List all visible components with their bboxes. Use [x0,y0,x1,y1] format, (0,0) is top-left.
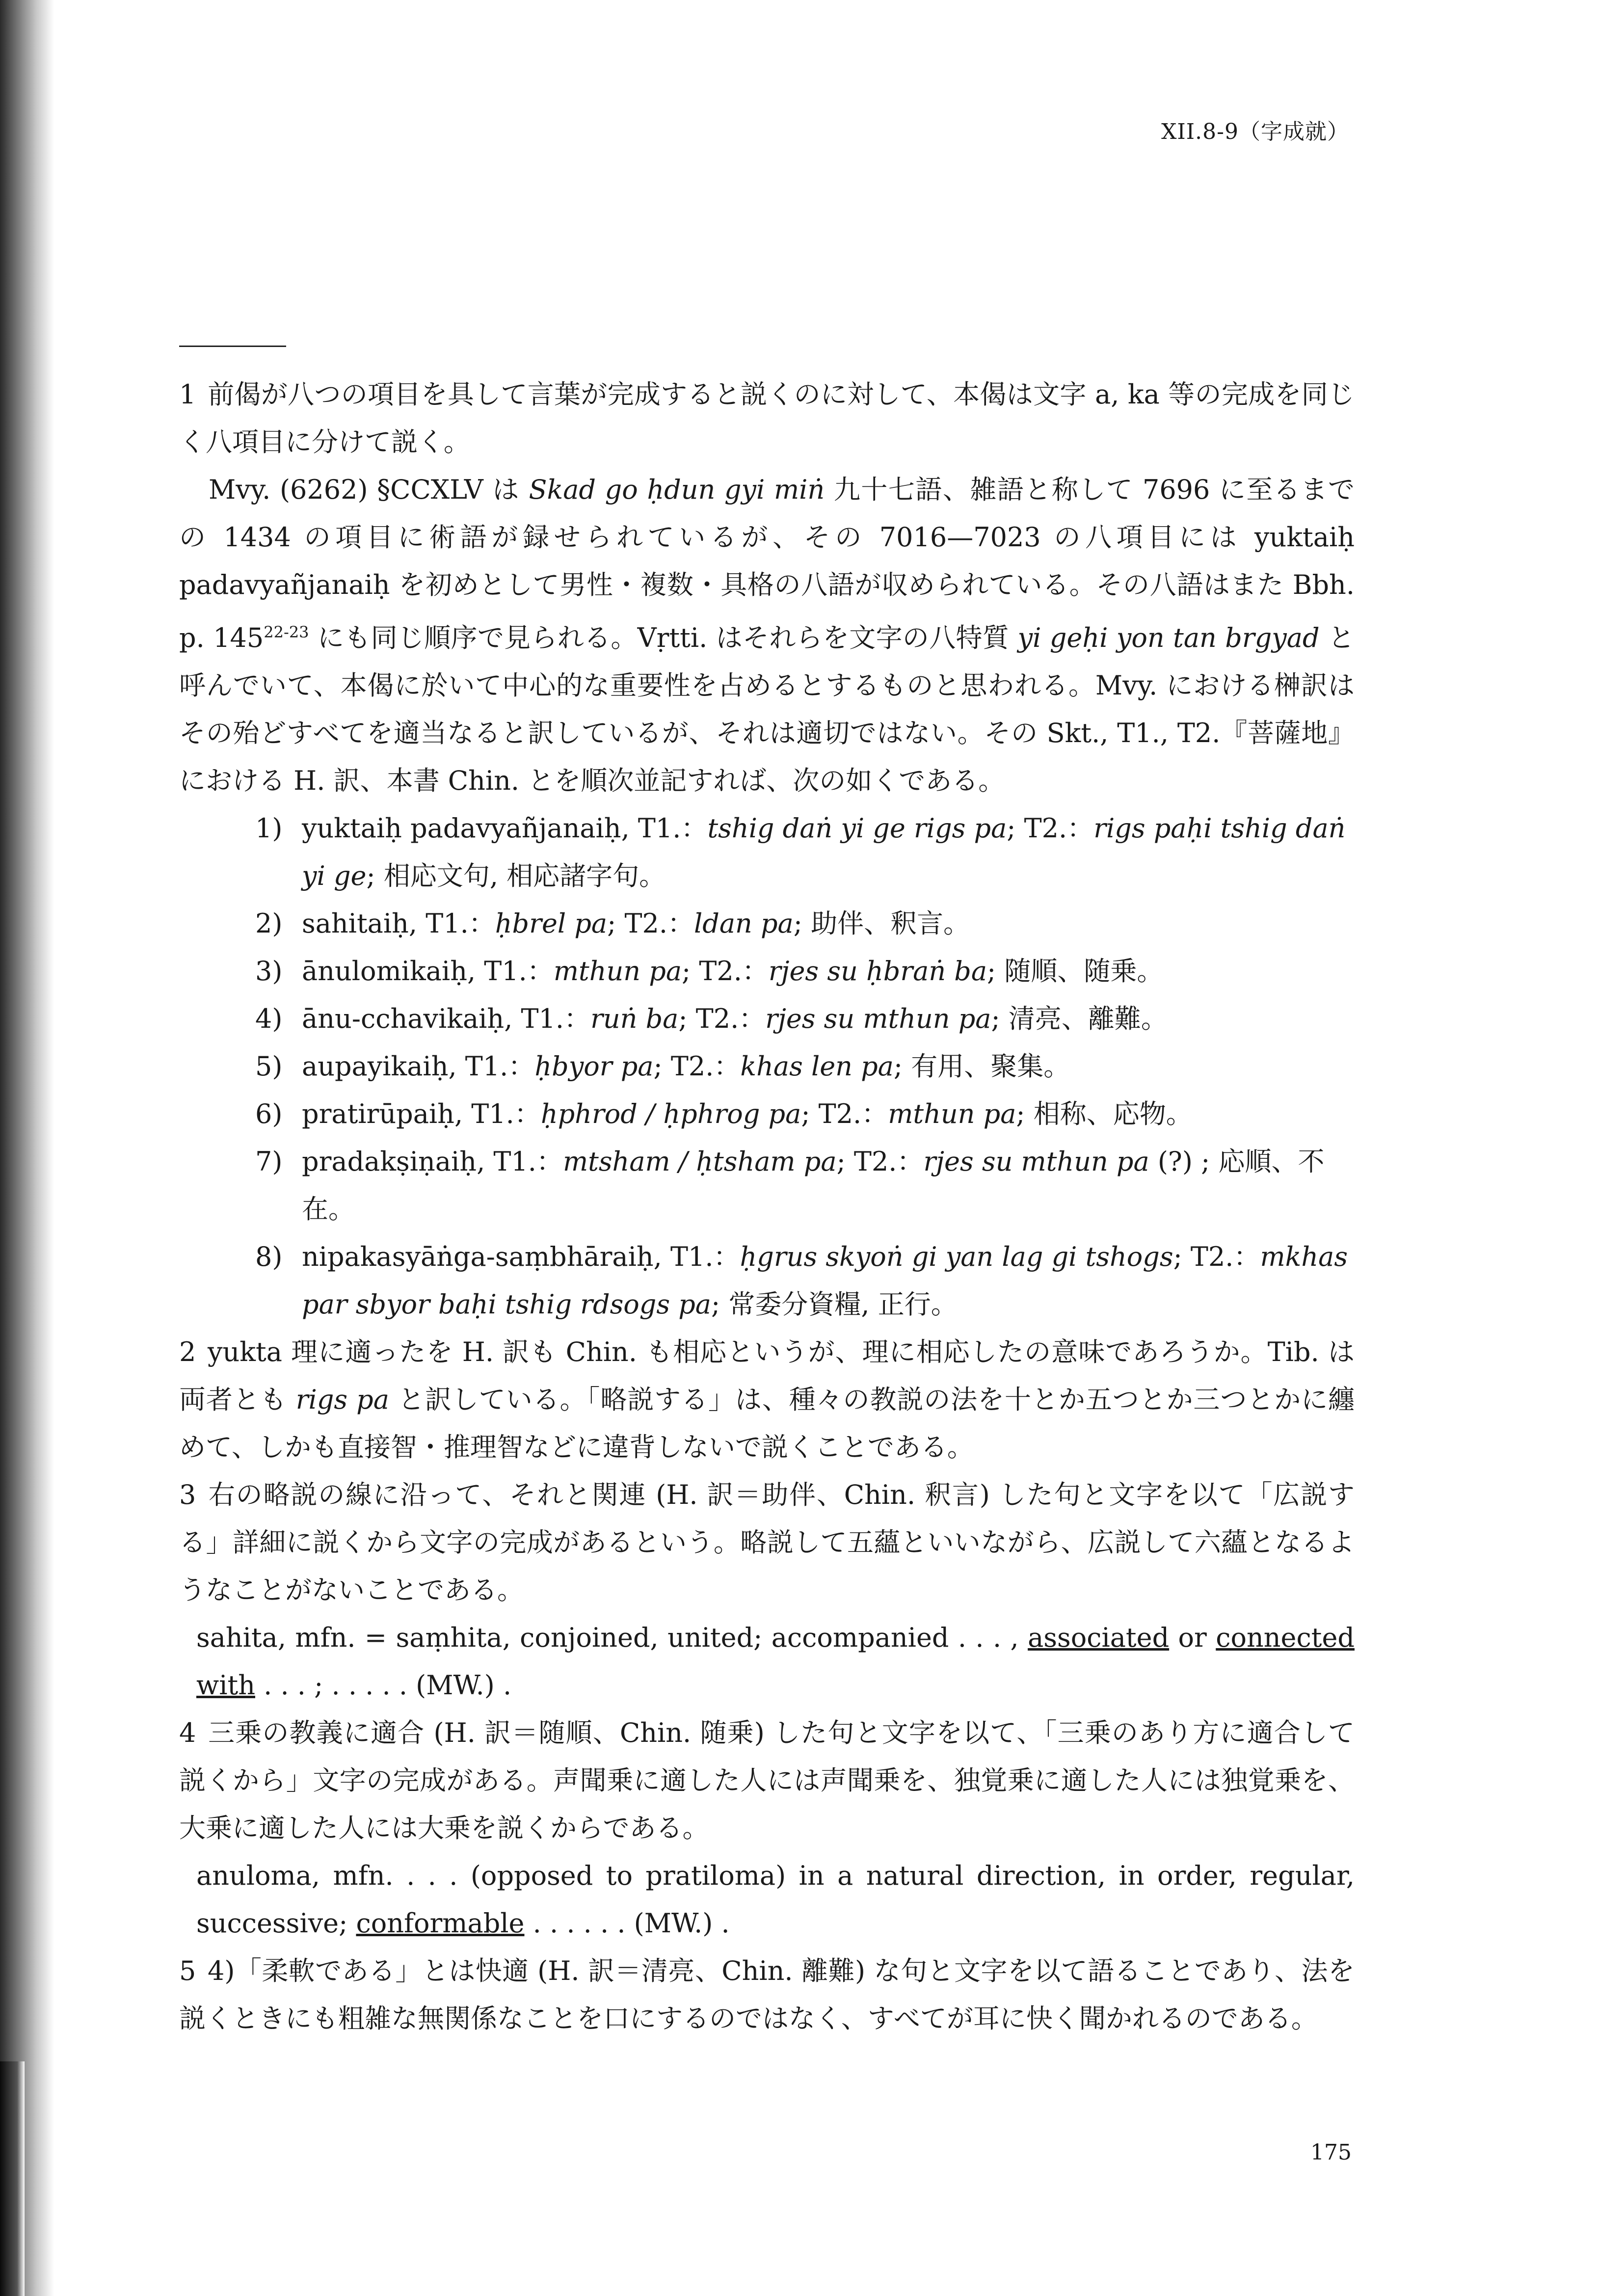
note-number: 5 [179,1955,196,1986]
list-item: 6) pratirūpaiḥ, T1.：ḥphrod / ḥphrog pa; T2.：mthun pa; 相称、応物。 [255,1098,1193,1129]
list-item: 8) nipakasyāṅga-saṃbhāraiḥ, T1.：ḥgrus skyoṅ gi yan lag gi tshogs; T2.：mkhas par sbyor baḥi tshig rdsogs pa; 常委分資糧, 正行。 [255,1241,1348,1320]
page-number: 175 [1310,2140,1352,2165]
list-item: 2) sahitaiḥ, T1.：ḥbrel pa; T2.：ldan pa; 助伴、釈言。 [255,908,970,939]
scan-shadow-edge-bottom [0,2061,25,2296]
list-item: 3) ānulomikaiḥ, T1.：mthun pa; T2.：rjes su ḥbraṅ ba; 随順、随乗。 [255,956,1164,987]
running-head: XII.8-9（字成就） [1161,119,1349,144]
list-item: 5) aupayikaiḥ, T1.：ḥbyor pa; T2.：khas len pa; 有用、聚集。 [255,1051,1070,1082]
note-4-citation: anuloma, mfn. . . . (opposed to pratiloma) in a natural direction, in order, regular, successive; conformable . . . . . . (MW.) . [196,1860,1355,1939]
footnote-rule [179,346,286,347]
note-text: 三乗の教義に適合 (H. 訳＝随順、Chin. 随乗) した句と文字を以て、「三乗のあり方に適合して説くから」文字の完成がある。声聞乗に適した人には声聞乗を、独覚乗に適した人には独覚乗を、大乗に適した人には大乗を説くからである。 [179,1717,1355,1843]
notes-body [179,371,1355,2042]
note-5 [179,1947,1355,2042]
note-2: 2 yukta 理に適ったを H. 訳も Chin. も相応というが、理に相応したの意味であろうか。Tib. は両者とも rigs pa と訳している。「略説する」は、種々の教説の法を十とか五つとか三つとかに纏めて、しかも直接智・推理智などに違背しないで説くことである。 [179,1328,1355,1471]
note-text: 4)「柔軟である」とは快適 (H. 訳＝清亮、Chin. 離難) な句と文字を以て語ることであり、法を説くときにも粗雑な無関係なことを口にするのではなく、すべてが耳に快く聞かれるのである。 [179,1955,1355,2034]
note-number: 4 [179,1717,196,1748]
note-text: 右の略説の線に沿って、それと関連 (H. 訳＝助伴、Chin. 釈言) した句と文字を以て「広説する」詳細に説くから文字の完成があるという。略説して五蘊といいながら、広説して六蘊となるようなことがないことである。 [179,1479,1355,1605]
note-text: 前偈が八つの項目を具して言葉が完成すると説くのに対して、本偈は文字 a, ka 等の完成を同じく八項目に分けて説く。 [179,379,1355,457]
note-1-mvy-paragraph: Mvy. (6262) §CCXLV は Skad go ḥdun gyi miṅ 九十七語、雑語と称して 7696 に至るまでの 1434 の項目に術語が録せられているが、その 7016—7023 の八項目には yuktaiḥ padavyañjanaiḥ を初めとして男性・複数・具格の八語が収められている。その八語はまた Bbh. p. 145$^{22-23}$ にも同じ順序で見られる。Vṛtti. はそれらを文字の八特質 yi geḥi yon tan brgyad と呼んでいて、本偈に於いて中心的な重要性を占めるとするものと思われる。Mvy. における榊訳はその殆どすべてを適当なると訳しているが、それは適切ではない。その Skt., T1., T2.『菩薩地』における H. 訳、本書 Chin. とを順次並記すれば、次の如くである。 [179,474,1355,796]
note-number: 1 [179,379,196,410]
list-item: 4) ānu-cchavikaiḥ, T1.：ruṅ ba; T2.：rjes su mthun pa; 清亮、離難。 [255,1003,1168,1034]
list-item: 1) yuktaiḥ padavyañjanaiḥ, T1.：tshig daṅ yi ge rigs pa; T2.：rigs paḥi tshig daṅ yi ge; 相応文句, 相応諸字句。 [255,813,1346,891]
note-4 [179,1709,1355,1852]
scan-shadow-edge [0,0,54,2296]
note-number: 3 [179,1479,196,1510]
note-3-citation: sahita, mfn. = saṃhita, conjoined, united; accompanied . . . , associated or connected with . . . ; . . . . . (MW.) . [196,1622,1355,1701]
note-3 [179,1471,1355,1614]
note-1 [179,371,1355,466]
list-item: 7) pradakṣiṇaiḥ, T1.：mtsham / ḥtsham pa; T2.：rjes su mthun pa (?) ; 応順、不在。 [255,1146,1325,1225]
note-number: 2 [179,1336,196,1367]
term-list [179,804,1355,1328]
